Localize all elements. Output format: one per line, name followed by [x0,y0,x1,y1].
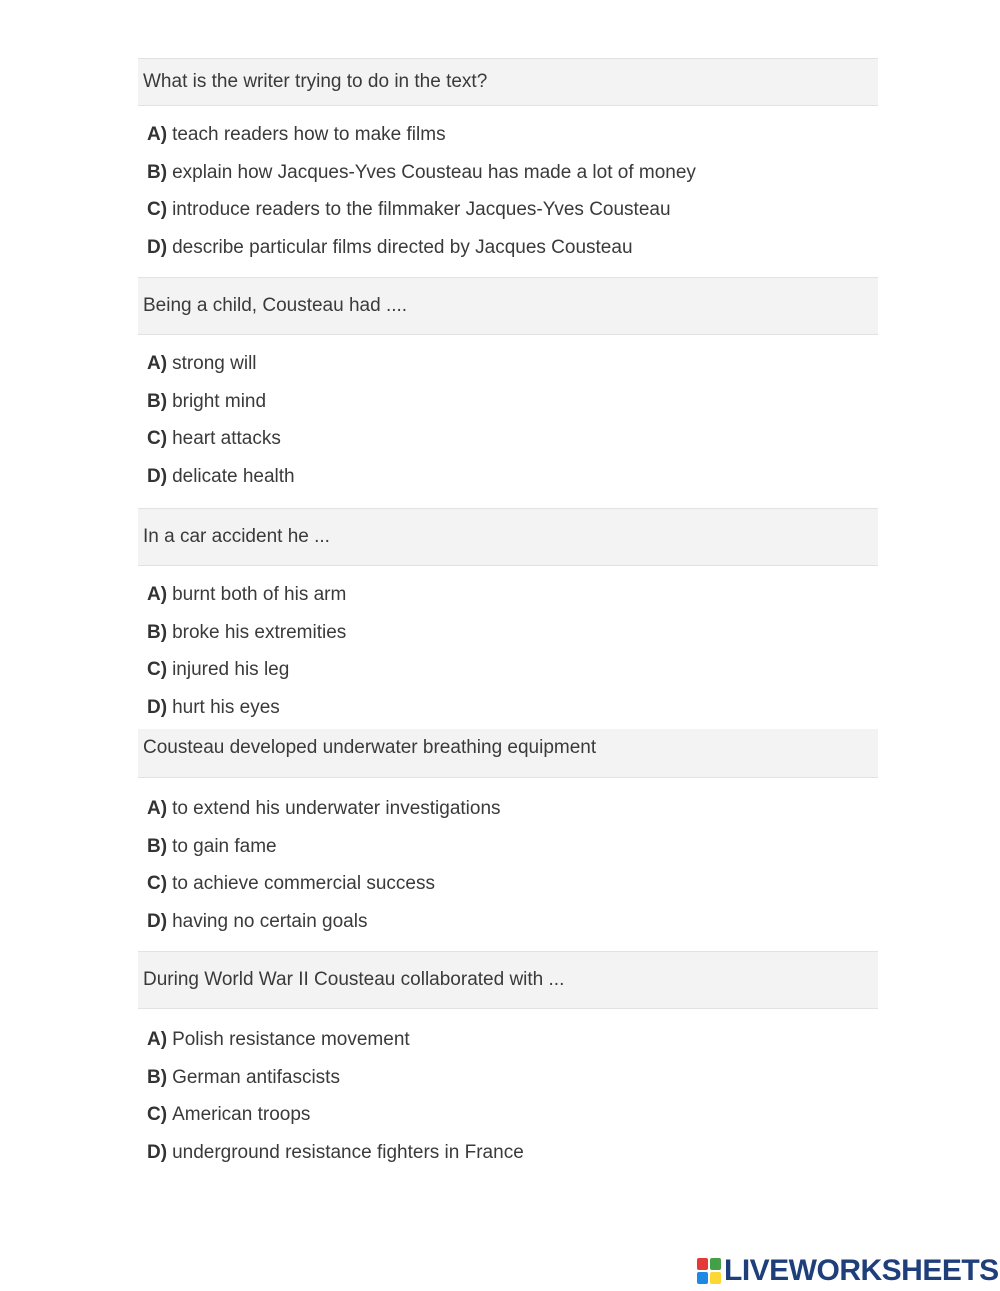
option-letter: B) [147,835,168,857]
question-3-prompt: In a car accident he ... [138,508,878,566]
question-4 [138,729,878,940]
option-letter: D) [147,696,168,718]
question-2-option-a[interactable] [147,345,878,383]
question-2 [138,277,878,495]
question-3-option-c[interactable] [147,651,878,689]
question-5 [138,951,878,1171]
liveworksheets-logo [697,1254,999,1288]
liveworksheets-logo-icon [697,1258,721,1284]
question-4-option-d[interactable] [147,903,878,941]
option-text: teach readers how to make films [172,124,446,145]
question-4-options [138,778,878,940]
question-4-option-a[interactable] [147,790,878,828]
option-letter: D) [147,1141,168,1163]
option-text: heart attacks [172,428,281,449]
question-3-option-b[interactable] [147,614,878,652]
option-letter: A) [147,353,168,374]
option-text: Polish resistance movement [172,1029,410,1050]
option-text: underground resistance fighters in France [172,1141,524,1163]
question-4-option-c[interactable] [147,865,878,903]
logo-square-icon [697,1272,708,1284]
option-text: to achieve commercial success [172,873,435,894]
option-text: describe particular films directed by Jacques Cousteau [172,236,633,258]
option-text: having no certain goals [172,910,368,932]
logo-square-icon [710,1272,721,1284]
option-text: delicate health [172,465,295,487]
option-text: to gain fame [172,835,277,857]
question-3-option-a[interactable] [147,576,878,614]
option-text: hurt his eyes [172,696,280,718]
question-5-option-b[interactable] [147,1059,878,1097]
question-4-option-b[interactable] [147,828,878,866]
logo-square-icon [710,1258,721,1270]
question-1 [138,58,878,266]
option-letter: B) [147,621,168,643]
question-1-option-d[interactable] [147,229,878,267]
question-1-prompt: What is the writer trying to do in the text? [138,58,878,106]
question-1-option-b[interactable] [147,154,878,192]
option-letter: A) [147,1029,168,1050]
option-text: burnt both of his arm [172,584,347,605]
option-letter: D) [147,236,168,258]
option-letter: C) [147,659,168,680]
option-text: to extend his underwater investigations [172,798,501,819]
question-1-option-c[interactable] [147,191,878,229]
option-text: introduce readers to the filmmaker Jacques-Yves Cousteau [172,199,671,220]
question-5-prompt: During World War II Cousteau collaborated with ... [138,951,878,1009]
question-4-prompt: Cousteau developed underwater breathing equipment [138,729,878,778]
option-text: American troops [172,1104,311,1125]
question-3 [138,508,878,726]
question-5-option-d[interactable] [147,1134,878,1172]
question-5-option-a[interactable] [147,1021,878,1059]
question-5-options [138,1009,878,1171]
logo-text: LIVEWORKSHEETS [724,1254,999,1287]
question-2-option-b[interactable] [147,383,878,421]
option-text: strong will [172,353,257,374]
question-2-option-d[interactable] [147,458,878,496]
option-text: injured his leg [172,659,290,680]
option-letter: A) [147,584,168,605]
option-letter: D) [147,910,168,932]
option-text: explain how Jacques-Yves Cousteau has made a lot of money [172,161,696,183]
question-2-option-c[interactable] [147,420,878,458]
question-1-option-a[interactable] [147,116,878,154]
question-2-prompt: Being a child, Cousteau had .... [138,277,878,335]
question-3-option-d[interactable] [147,689,878,727]
logo-square-icon [697,1258,708,1270]
option-text: German antifascists [172,1066,340,1088]
option-letter: D) [147,465,168,487]
option-text: broke his extremities [172,621,347,643]
option-letter: C) [147,199,168,220]
option-text: bright mind [172,390,267,412]
question-5-option-c[interactable] [147,1096,878,1134]
option-letter: B) [147,161,168,183]
option-letter: C) [147,873,168,894]
option-letter: B) [147,390,168,412]
option-letter: C) [147,428,168,449]
option-letter: B) [147,1066,168,1088]
option-letter: A) [147,798,168,819]
question-3-options [138,566,878,726]
option-letter: C) [147,1104,168,1125]
question-1-options [138,106,878,266]
option-letter: A) [147,124,168,145]
question-2-options [138,335,878,495]
